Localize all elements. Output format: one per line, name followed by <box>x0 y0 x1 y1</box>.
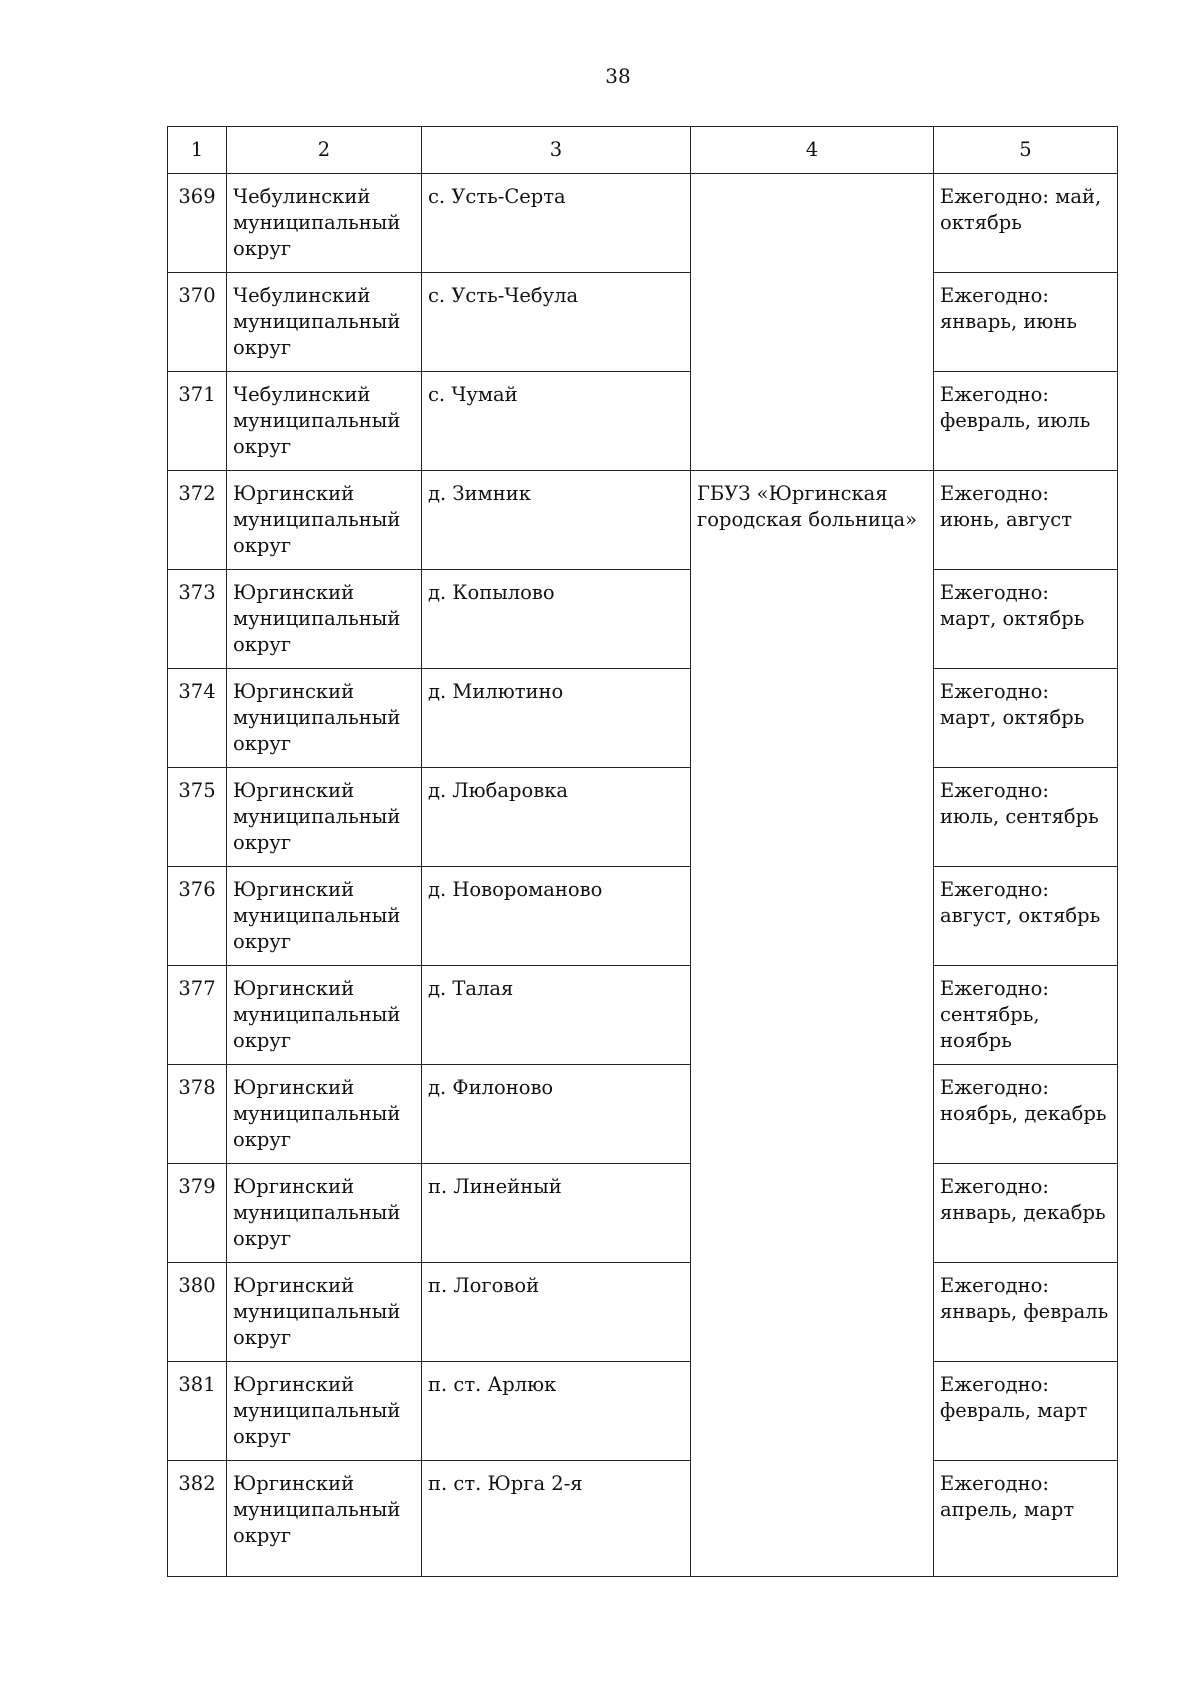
district-cell: Чебулинский муниципальный округ <box>227 273 422 372</box>
schedule-cell: Ежегодно: июль, сентябрь <box>934 768 1118 867</box>
schedule-cell: Ежегодно: февраль, июль <box>934 372 1118 471</box>
schedule-cell: Ежегодно: ноябрь, декабрь <box>934 1065 1118 1164</box>
row-number: 376 <box>168 867 227 966</box>
row-number: 373 <box>168 570 227 669</box>
district-cell: Юргинский муниципальный округ <box>227 867 422 966</box>
column-header-2: 2 <box>227 127 422 174</box>
page-number: 38 <box>605 64 631 88</box>
table-row <box>168 867 1118 966</box>
schedule-cell: Ежегодно: январь, июнь <box>934 273 1118 372</box>
table-row <box>168 768 1118 867</box>
district-cell: Юргинский муниципальный округ <box>227 1065 422 1164</box>
table-row <box>168 966 1118 1065</box>
settlement-cell: п. ст. Арлюк <box>422 1362 691 1461</box>
schedule-cell: Ежегодно: март, октябрь <box>934 669 1118 768</box>
organization-cell: ГБУЗ «Юргинская городская больница» <box>691 471 934 1577</box>
schedule-cell: Ежегодно: май, октябрь <box>934 174 1118 273</box>
settlement-cell: с. Усть-Серта <box>422 174 691 273</box>
settlement-cell: д. Зимник <box>422 471 691 570</box>
settlement-cell: п. Линейный <box>422 1164 691 1263</box>
row-number: 369 <box>168 174 227 273</box>
settlement-cell: д. Копылово <box>422 570 691 669</box>
table-row <box>168 471 1118 570</box>
settlement-cell: д. Новороманово <box>422 867 691 966</box>
schedule-cell: Ежегодно: февраль, март <box>934 1362 1118 1461</box>
settlement-cell: п. Логовой <box>422 1263 691 1362</box>
district-cell: Чебулинский муниципальный округ <box>227 372 422 471</box>
schedule-cell: Ежегодно: апрель, март <box>934 1461 1118 1577</box>
row-number: 375 <box>168 768 227 867</box>
row-number: 374 <box>168 669 227 768</box>
district-cell: Юргинский муниципальный округ <box>227 1164 422 1263</box>
district-cell: Юргинский муниципальный округ <box>227 1263 422 1362</box>
row-number: 382 <box>168 1461 227 1577</box>
district-cell: Юргинский муниципальный округ <box>227 471 422 570</box>
table-row <box>168 372 1118 471</box>
table-row <box>168 1362 1118 1461</box>
row-number: 379 <box>168 1164 227 1263</box>
column-header-4: 4 <box>691 127 934 174</box>
table-row <box>168 1263 1118 1362</box>
table-row <box>168 1461 1118 1577</box>
district-cell: Чебулинский муниципальный округ <box>227 174 422 273</box>
settlement-cell: д. Филоново <box>422 1065 691 1164</box>
row-number: 380 <box>168 1263 227 1362</box>
table-row <box>168 273 1118 372</box>
row-number: 372 <box>168 471 227 570</box>
row-number: 381 <box>168 1362 227 1461</box>
table-row <box>168 174 1118 273</box>
row-number: 377 <box>168 966 227 1065</box>
district-cell: Юргинский муниципальный округ <box>227 1362 422 1461</box>
settlement-cell: д. Любаровка <box>422 768 691 867</box>
schedule-cell: Ежегодно: январь, февраль <box>934 1263 1118 1362</box>
table-header-row <box>168 127 1118 174</box>
row-number: 378 <box>168 1065 227 1164</box>
organization-cell <box>691 174 934 471</box>
district-cell: Юргинский муниципальный округ <box>227 570 422 669</box>
table-row <box>168 570 1118 669</box>
settlement-cell: д. Талая <box>422 966 691 1065</box>
table-row <box>168 1164 1118 1263</box>
settlement-cell: с. Чумай <box>422 372 691 471</box>
column-header-5: 5 <box>934 127 1118 174</box>
settlement-cell: с. Усть-Чебула <box>422 273 691 372</box>
table-row <box>168 669 1118 768</box>
column-header-1: 1 <box>168 127 227 174</box>
schedule-cell: Ежегодно: март, октябрь <box>934 570 1118 669</box>
schedule-cell: Ежегодно: январь, декабрь <box>934 1164 1118 1263</box>
schedule-cell: Ежегодно: август, октябрь <box>934 867 1118 966</box>
settlement-cell: д. Милютино <box>422 669 691 768</box>
schedule-cell: Ежегодно: сентябрь, ноябрь <box>934 966 1118 1065</box>
table-row <box>168 1065 1118 1164</box>
settlements-table <box>167 126 1118 1577</box>
row-number: 370 <box>168 273 227 372</box>
settlement-cell: п. ст. Юрга 2-я <box>422 1461 691 1577</box>
district-cell: Юргинский муниципальный округ <box>227 669 422 768</box>
district-cell: Юргинский муниципальный округ <box>227 1461 422 1577</box>
row-number: 371 <box>168 372 227 471</box>
district-cell: Юргинский муниципальный округ <box>227 966 422 1065</box>
column-header-3: 3 <box>422 127 691 174</box>
district-cell: Юргинский муниципальный округ <box>227 768 422 867</box>
schedule-cell: Ежегодно: июнь, август <box>934 471 1118 570</box>
